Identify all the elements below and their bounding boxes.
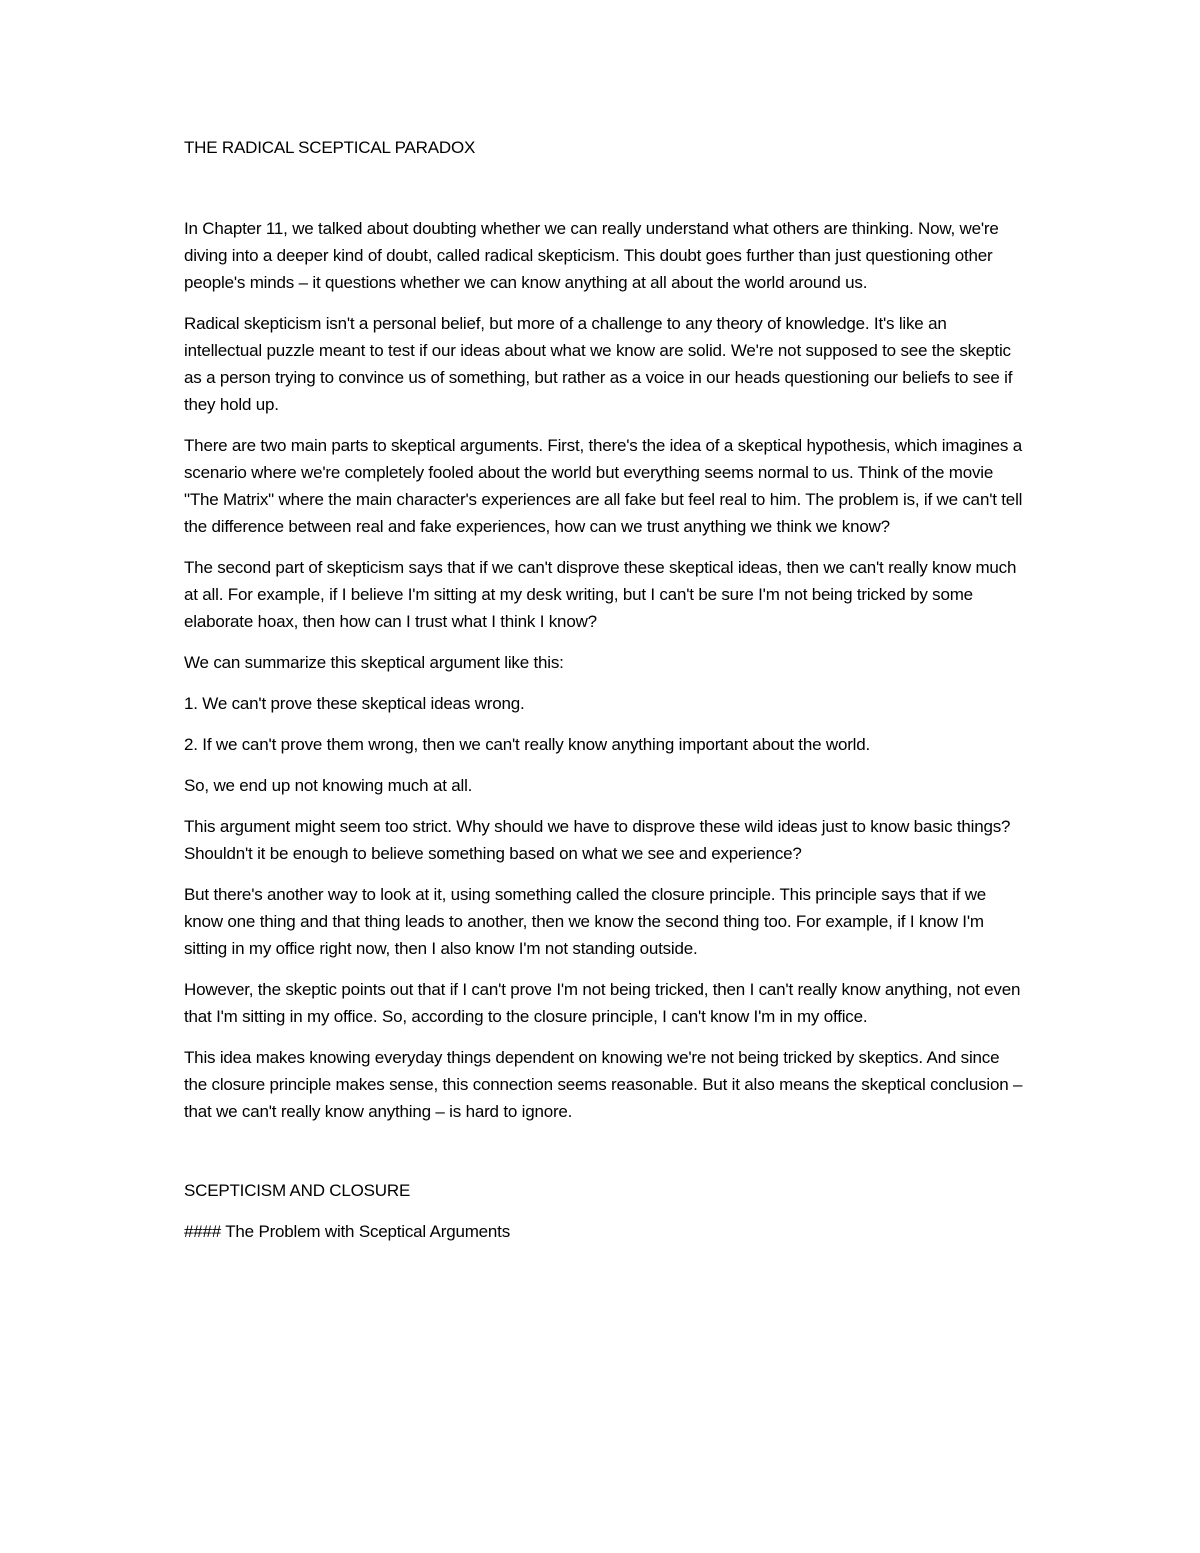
premise-one: 1. We can't prove these skeptical ideas wrong.	[184, 694, 525, 713]
document-body	[184, 134, 1024, 1259]
section-spacer	[184, 1139, 1024, 1177]
paragraph-skeptic-points: However, the skeptic points out that if I can't prove I'm not being tricked, then I can't really know anything, not even that I'm sitting in my office. So, according to the closure principle, I can't know I'm in my office.	[184, 980, 1021, 1026]
paragraph-closure-principle: But there's another way to look at it, using something called the closure principle. This principle says that if we know one thing and that thing leads to another, then we know the second thing too. For example, if I know I'm sitting in my office right now, then I also know I'm not standing outside.	[184, 885, 987, 958]
title-spacer	[184, 161, 1024, 215]
paragraph-summary-intro: We can summarize this skeptical argument like this:	[184, 653, 564, 672]
premise-two: 2. If we can't prove them wrong, then we can't really know anything important about the world.	[184, 735, 871, 754]
subsection-title: #### The Problem with Sceptical Arguments	[184, 1222, 510, 1241]
paragraph-everyday-knowledge: This idea makes knowing everyday things dependent on knowing we're not being tricked by skeptics. And since the closure principle makes sense, this connection seems reasonable. But it also means the skeptical conclusion – that we can't really know anything – is hard to ignore.	[184, 1048, 1023, 1121]
document-title: THE RADICAL SCEPTICAL PARADOX	[184, 138, 476, 157]
section-title: SCEPTICISM AND CLOSURE	[184, 1181, 411, 1200]
paragraph-second-part: The second part of skepticism says that if we can't disprove these skeptical ideas, then we can't really know much at all. For example, if I believe I'm sitting at my desk writing, but I can't be sure I'm not being tricked by some elaborate hoax, then how can I trust what I think I know?	[184, 558, 1017, 631]
conclusion: So, we end up not knowing much at all.	[184, 776, 473, 795]
paragraph-two-parts: There are two main parts to skeptical arguments. First, there's the idea of a skeptical hypothesis, which imagines a scenario where we're completely fooled about the world but everything seems normal to us. Think of the movie "The Matrix" where the main character's experiences are all fake but feel real to him. The problem is, if we can't tell the difference between real and fake experiences, how can we trust anything we think we know?	[184, 436, 1023, 536]
paragraph-intro: In Chapter 11, we talked about doubting whether we can really understand what others are thinking. Now, we're diving into a deeper kind of doubt, called radical skepticism. This doubt goes further than just questioning other people's minds – it questions whether we can know anything at all about the world around us.	[184, 219, 999, 292]
paragraph-radical-skepticism: Radical skepticism isn't a personal belief, but more of a challenge to any theory of knowledge. It's like an intellectual puzzle meant to test if our ideas about what we know are solid. We're not supposed to see the skeptic as a person trying to convince us of something, but rather as a voice in our heads questioning our beliefs to see if they hold up.	[184, 314, 1013, 414]
paragraph-too-strict: This argument might seem too strict. Why should we have to disprove these wild ideas just to know basic things? Shouldn't it be enough to believe something based on what we see and experience?	[184, 817, 1011, 863]
